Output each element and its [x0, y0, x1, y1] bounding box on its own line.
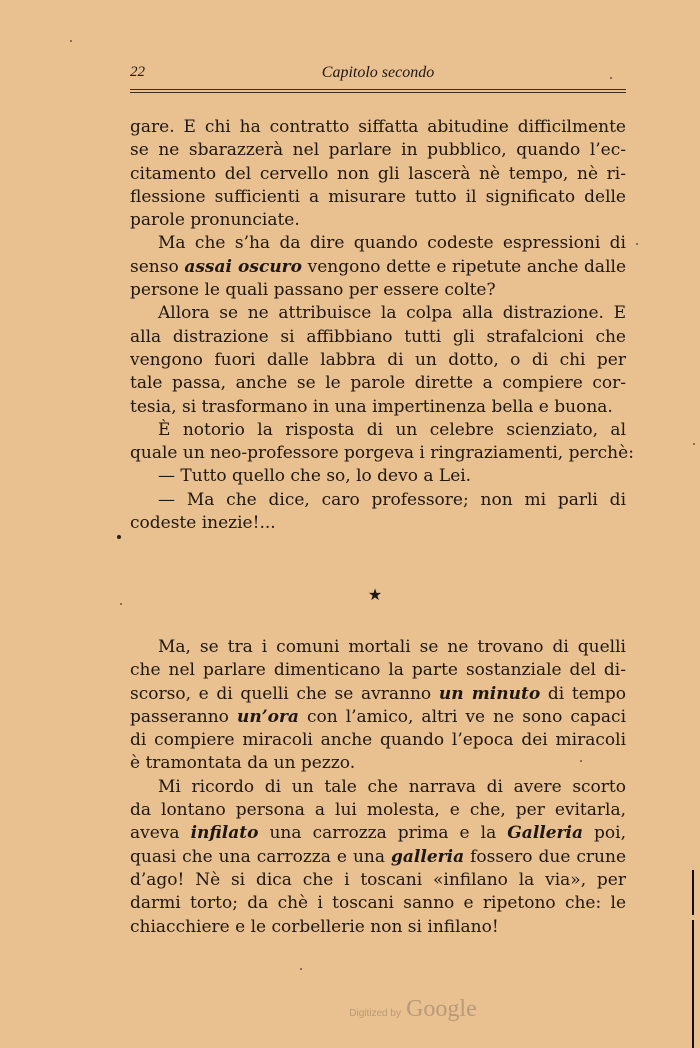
- text-line: è tramontata da un pezzo.: [130, 753, 356, 774]
- text-segment: passeranno: [130, 706, 237, 727]
- paper-speck: [610, 77, 612, 79]
- text-line: quale un neo-professore porgeva i ringraziamenti, perchè:: [130, 443, 634, 464]
- text-segment: con l’amico, altri ve ne sono capaci: [298, 706, 627, 727]
- paper-speck: [636, 243, 638, 245]
- text-line: che nel parlare dimenticano la parte sostanziale del di-: [130, 660, 626, 681]
- digitized-by-label: Digitized by: [349, 1008, 401, 1019]
- text-segment: aveva: [130, 823, 191, 844]
- running-title: Capitolo secondo: [321, 64, 435, 81]
- text-line: vengono fuori dalle labbra di un dotto, o di chi per: [130, 349, 626, 370]
- digitization-watermark: [0, 996, 700, 1023]
- text-line: persone le quali passano per essere colte?: [130, 280, 496, 301]
- text-line: Mi ricordo di un tale che narrava di avere scorto: [158, 776, 626, 797]
- italic-emphasis: un’ora: [236, 706, 299, 727]
- text-segment: scorso, e di quelli che se avranno: [130, 683, 439, 704]
- paper-speck: [300, 968, 302, 970]
- text-segment: di tempo: [540, 683, 627, 704]
- text-segment: fossero due crune: [464, 846, 627, 867]
- text-line: alla distrazione si affibbiano tutti gli strafalcioni che: [130, 326, 626, 347]
- paper-speck: [580, 760, 582, 762]
- text-segment: quasi che una carrozza e una: [130, 846, 392, 867]
- text-line: di compiere miracoli anche quando l’epoca dei miracoli: [130, 730, 626, 751]
- text-line: tesia, si trasformano in una impertinenza bella e buona.: [130, 396, 613, 417]
- text-line: d’ago! Nè si dica che i toscani «infilano la via», per: [130, 869, 626, 890]
- italic-emphasis: assai oscuro: [184, 256, 302, 277]
- text-segment: vengono dette e ripetute anche dalle: [301, 256, 627, 277]
- text-block-bottom: [130, 636, 626, 939]
- text-line: flessione sufficienti a misurare tutto il significato delle: [130, 186, 626, 207]
- text-line: Ma che s’ha da dire quando codeste espressioni di: [158, 233, 626, 254]
- italic-emphasis: Galleria: [507, 823, 583, 844]
- text-line: [130, 706, 626, 729]
- paper-speck: [120, 603, 122, 605]
- text-segment: senso: [130, 256, 185, 277]
- page-edge-mark: [692, 870, 694, 915]
- google-logo-text: Google: [406, 996, 477, 1022]
- text-line: Ma, se tra i comuni mortali se ne trovano di quelli: [158, 637, 626, 657]
- text-segment: una carrozza prima e la: [258, 823, 508, 844]
- text-line: Allora se ne attribuisce la colpa alla distrazione. E: [158, 303, 626, 324]
- text-line: se ne sbarazzerà nel parlare in pubblico, quando l’ec-: [130, 140, 626, 161]
- text-line: [130, 846, 626, 869]
- text-line: È notorio la risposta di un celebre scienziato, al: [158, 419, 626, 440]
- section-separator: ★: [367, 585, 383, 604]
- text-line: — Tutto quello che so, lo devo a Lei.: [158, 466, 472, 487]
- text-line: gare. E chi ha contratto siffatta abitudine difficilmente: [130, 117, 626, 137]
- text-line: chiacchiere e le corbellerie non si infilano!: [130, 916, 499, 937]
- text-line: codeste inezie!...: [130, 513, 276, 534]
- header-rule: [130, 89, 626, 90]
- italic-emphasis: un minuto: [438, 683, 541, 704]
- text-line: darmi torto; da chè i toscani sanno e ripetono che: le: [130, 893, 626, 914]
- margin-dot: [117, 535, 121, 539]
- paper-speck: [693, 443, 695, 445]
- running-header: [130, 62, 626, 86]
- text-block-top: [130, 116, 634, 535]
- text-line: parole pronunciate.: [130, 210, 300, 231]
- header-rule-secondary: [130, 92, 626, 93]
- italic-emphasis: galleria: [391, 846, 465, 867]
- page-number: 22: [130, 64, 145, 80]
- text-line: [130, 256, 626, 279]
- text-line: [130, 683, 626, 706]
- text-line: citamento del cervello non gli lascerà nè tempo, nè ri-: [130, 163, 626, 184]
- text-segment: poi,: [582, 823, 626, 844]
- text-line: da lontano persona a lui molesta, e che, per evitarla,: [130, 800, 626, 821]
- text-line: [130, 822, 626, 845]
- text-line: tale passa, anche se le parole dirette a compiere cor-: [130, 373, 626, 394]
- page-edge-mark: [692, 920, 694, 1048]
- text-line: — Ma che dice, caro professore; non mi parli di: [158, 489, 626, 510]
- paper-speck: [70, 40, 72, 42]
- italic-emphasis: infilato: [190, 823, 259, 844]
